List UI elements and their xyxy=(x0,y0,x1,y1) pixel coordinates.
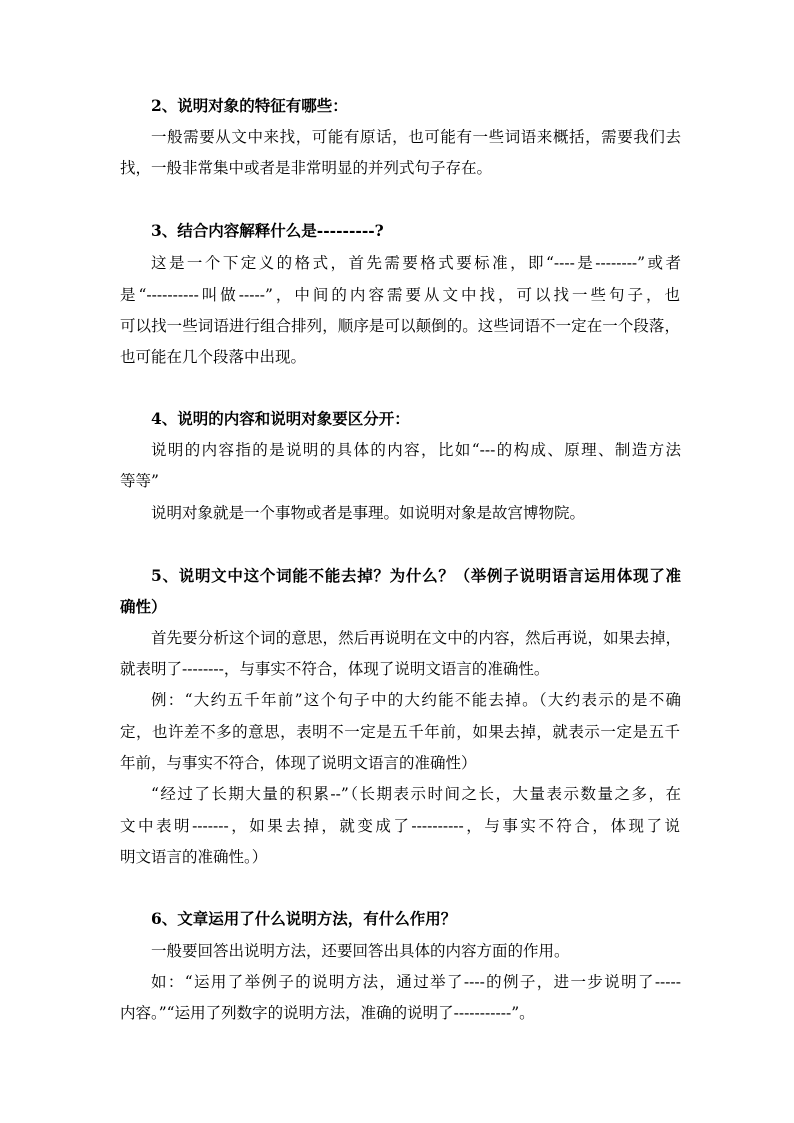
section-6-example-line: 内容。”“运用了列数字的说明方法，准确的说明了-----------”。 xyxy=(120,1004,535,1022)
section-5-example-line: 例：“大约五千年前”这个句子中的大约能不能去掉。（大约表示的是不确 xyxy=(151,691,681,709)
section-4-paragraph-line: 等等” xyxy=(120,472,159,490)
section-3-paragraph-line: 也可能在几个段落中出现。 xyxy=(120,348,307,366)
section-5-heading: 5、说明文中这个词能不能去掉？为什么？（举例子说明语言运用体现了准 xyxy=(151,566,681,585)
section-3-paragraph-line: 可以找一些词语进行组合排列，顺序是可以颠倒的。这些词语不一定在一个段落， xyxy=(120,317,680,335)
section-3-heading: 3、结合内容解释什么是---------? xyxy=(151,221,384,240)
section-4-paragraph-line: 说明的内容指的是说明的具体的内容，比如“---的构成、原理、制造方法 xyxy=(151,441,681,459)
section-4-heading: 4、说明的内容和说明对象要区分开： xyxy=(151,409,410,428)
section-2-paragraph-line: 一般需要从文中来找，可能有原话，也可能有一些词语来概括，需要我们去 xyxy=(151,128,681,146)
section-3-paragraph-line: 是“----------叫做-----”，中间的内容需要从文中找，可以找一些句子，也 xyxy=(120,286,680,304)
section-5-paragraph-line: 就表明了--------，与事实不符合，体现了说明文语言的准确性。 xyxy=(120,660,550,678)
section-5-paragraph-line: 首先要分析这个词的意思，然后再说明在文中的内容，然后再说，如果去掉， xyxy=(151,629,681,647)
section-5-example-line: 文中表明-------，如果去掉，就变成了----------，与事实不符合，体现了说 xyxy=(120,817,680,835)
section-5-heading-continued: 确性） xyxy=(120,597,167,616)
section-4-paragraph-line: 说明对象就是一个事物或者是事理。如说明对象是故宫博物院。 xyxy=(151,504,586,522)
section-5-example-line: 明文语言的准确性。） xyxy=(120,848,268,866)
section-5-example-line: “经过了长期大量的积累--”（长期表示时间之长，大量表示数量之多，在 xyxy=(151,785,681,803)
section-2-heading: 2、说明对象的特征有哪些： xyxy=(151,96,348,115)
section-6-heading: 6、文章运用了什么说明方法，有什么作用？ xyxy=(151,909,457,928)
section-5-example-line: 定，也许差不多的意思，表明不一定是五千年前，如果去掉，就表示一定是五千 xyxy=(120,723,680,741)
section-3-paragraph-line: 这是一个下定义的格式，首先需要格式要标准，即“----是--------”或者 xyxy=(151,254,681,272)
section-6-example-line: 如：“运用了举例子的说明方法，通过举了----的例子，进一步说明了----- xyxy=(151,973,681,991)
section-6-paragraph-line: 一般要回答出说明方法，还要回答出具体的内容方面的作用。 xyxy=(151,942,570,960)
section-2-paragraph-line: 找，一般非常集中或者是非常明显的并列式句子存在。 xyxy=(120,159,493,177)
section-5-example-line: 年前，与事实不符合，体现了说明文语言的准确性） xyxy=(120,754,477,772)
